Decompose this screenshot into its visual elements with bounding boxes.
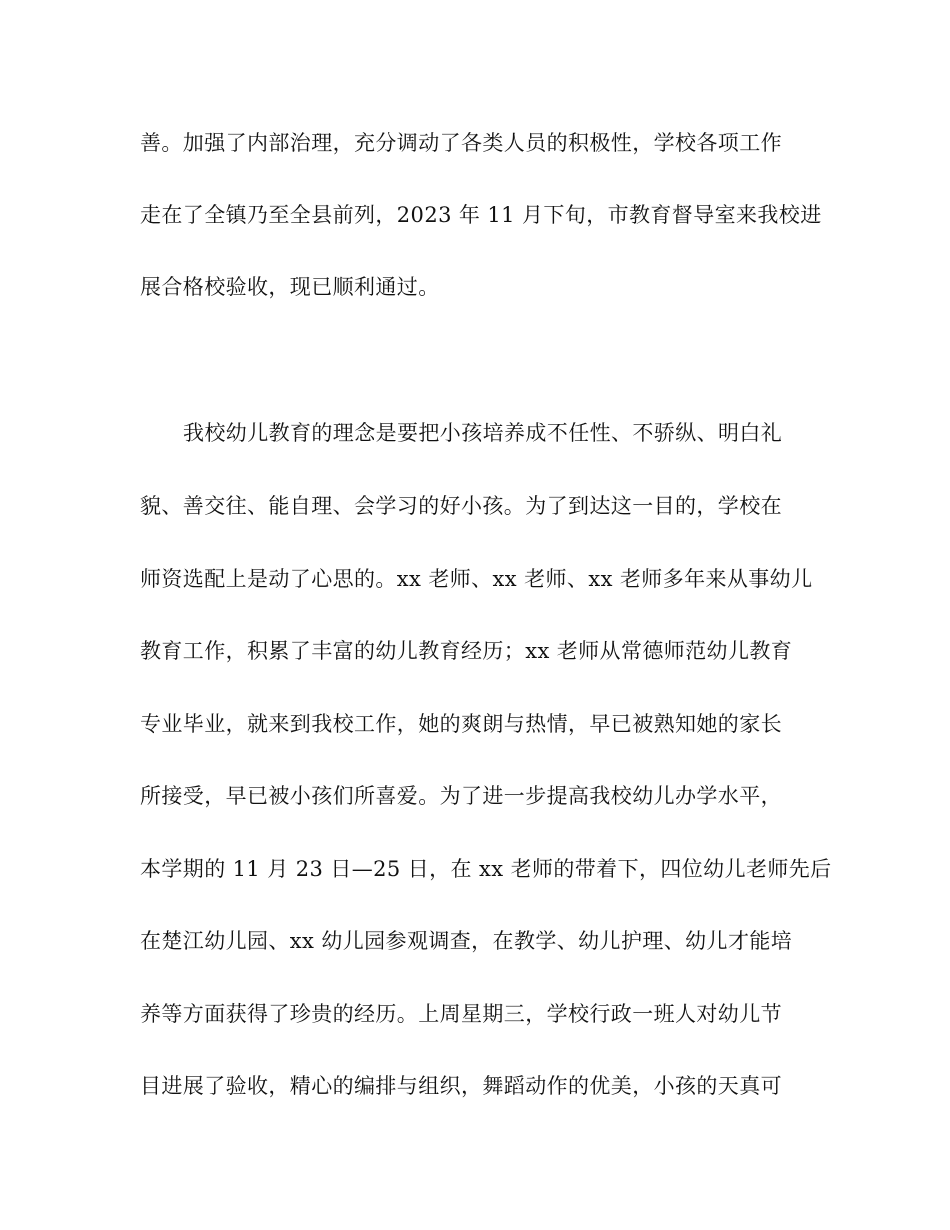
paragraph-2-line-5: 专业毕业，就来到我校工作，她的爽朗与热情，早已被熟知她的家长 <box>140 712 782 736</box>
paragraph-1-line-3: 展合格校验收，现已顺利通过。 <box>140 275 440 299</box>
paragraph-2-line-1: 我校幼儿教育的理念是要把小孩培养成不任性、不骄纵、明白礼 <box>183 421 783 445</box>
paragraph-2-line-2: 貌、善交往、能自理、会学习的好小孩。为了到达这一目的，学校在 <box>140 494 782 518</box>
paragraph-2-line-8: 在楚江幼儿园、xx 幼儿园参观调查，在教学、幼儿护理、幼儿才能培 <box>140 929 793 953</box>
paragraph-2-line-4: 教育工作，积累了丰富的幼儿教育经历；xx 老师从常德师范幼儿教育 <box>140 639 793 663</box>
paragraph-1-line-1: 善。加强了内部治理，充分调动了各类人员的积极性，学校各项工作 <box>140 131 782 155</box>
paragraph-1-line-2: 走在了全镇乃至全县前列，2023 年 11 月下旬，市教育督导室来我校进 <box>140 203 822 227</box>
paragraph-2-line-6: 所接受，早已被小孩们所喜爱。为了进一步提高我校幼儿办学水平， <box>140 784 782 808</box>
paragraph-2-line-9: 养等方面获得了珍贵的经历。上周星期三，学校行政一班人对幼儿节 <box>140 1002 782 1026</box>
paragraph-2-line-7: 本学期的 11 月 23 日—25 日，在 xx 老师的带着下，四位幼儿老师先后 <box>140 857 832 881</box>
paragraph-2-line-3: 师资选配上是动了心思的。xx 老师、xx 老师、xx 老师多年来从事幼儿 <box>140 567 813 591</box>
paragraph-2-line-10: 目进展了验收，精心的编排与组织，舞蹈动作的优美，小孩的天真可 <box>140 1074 782 1098</box>
